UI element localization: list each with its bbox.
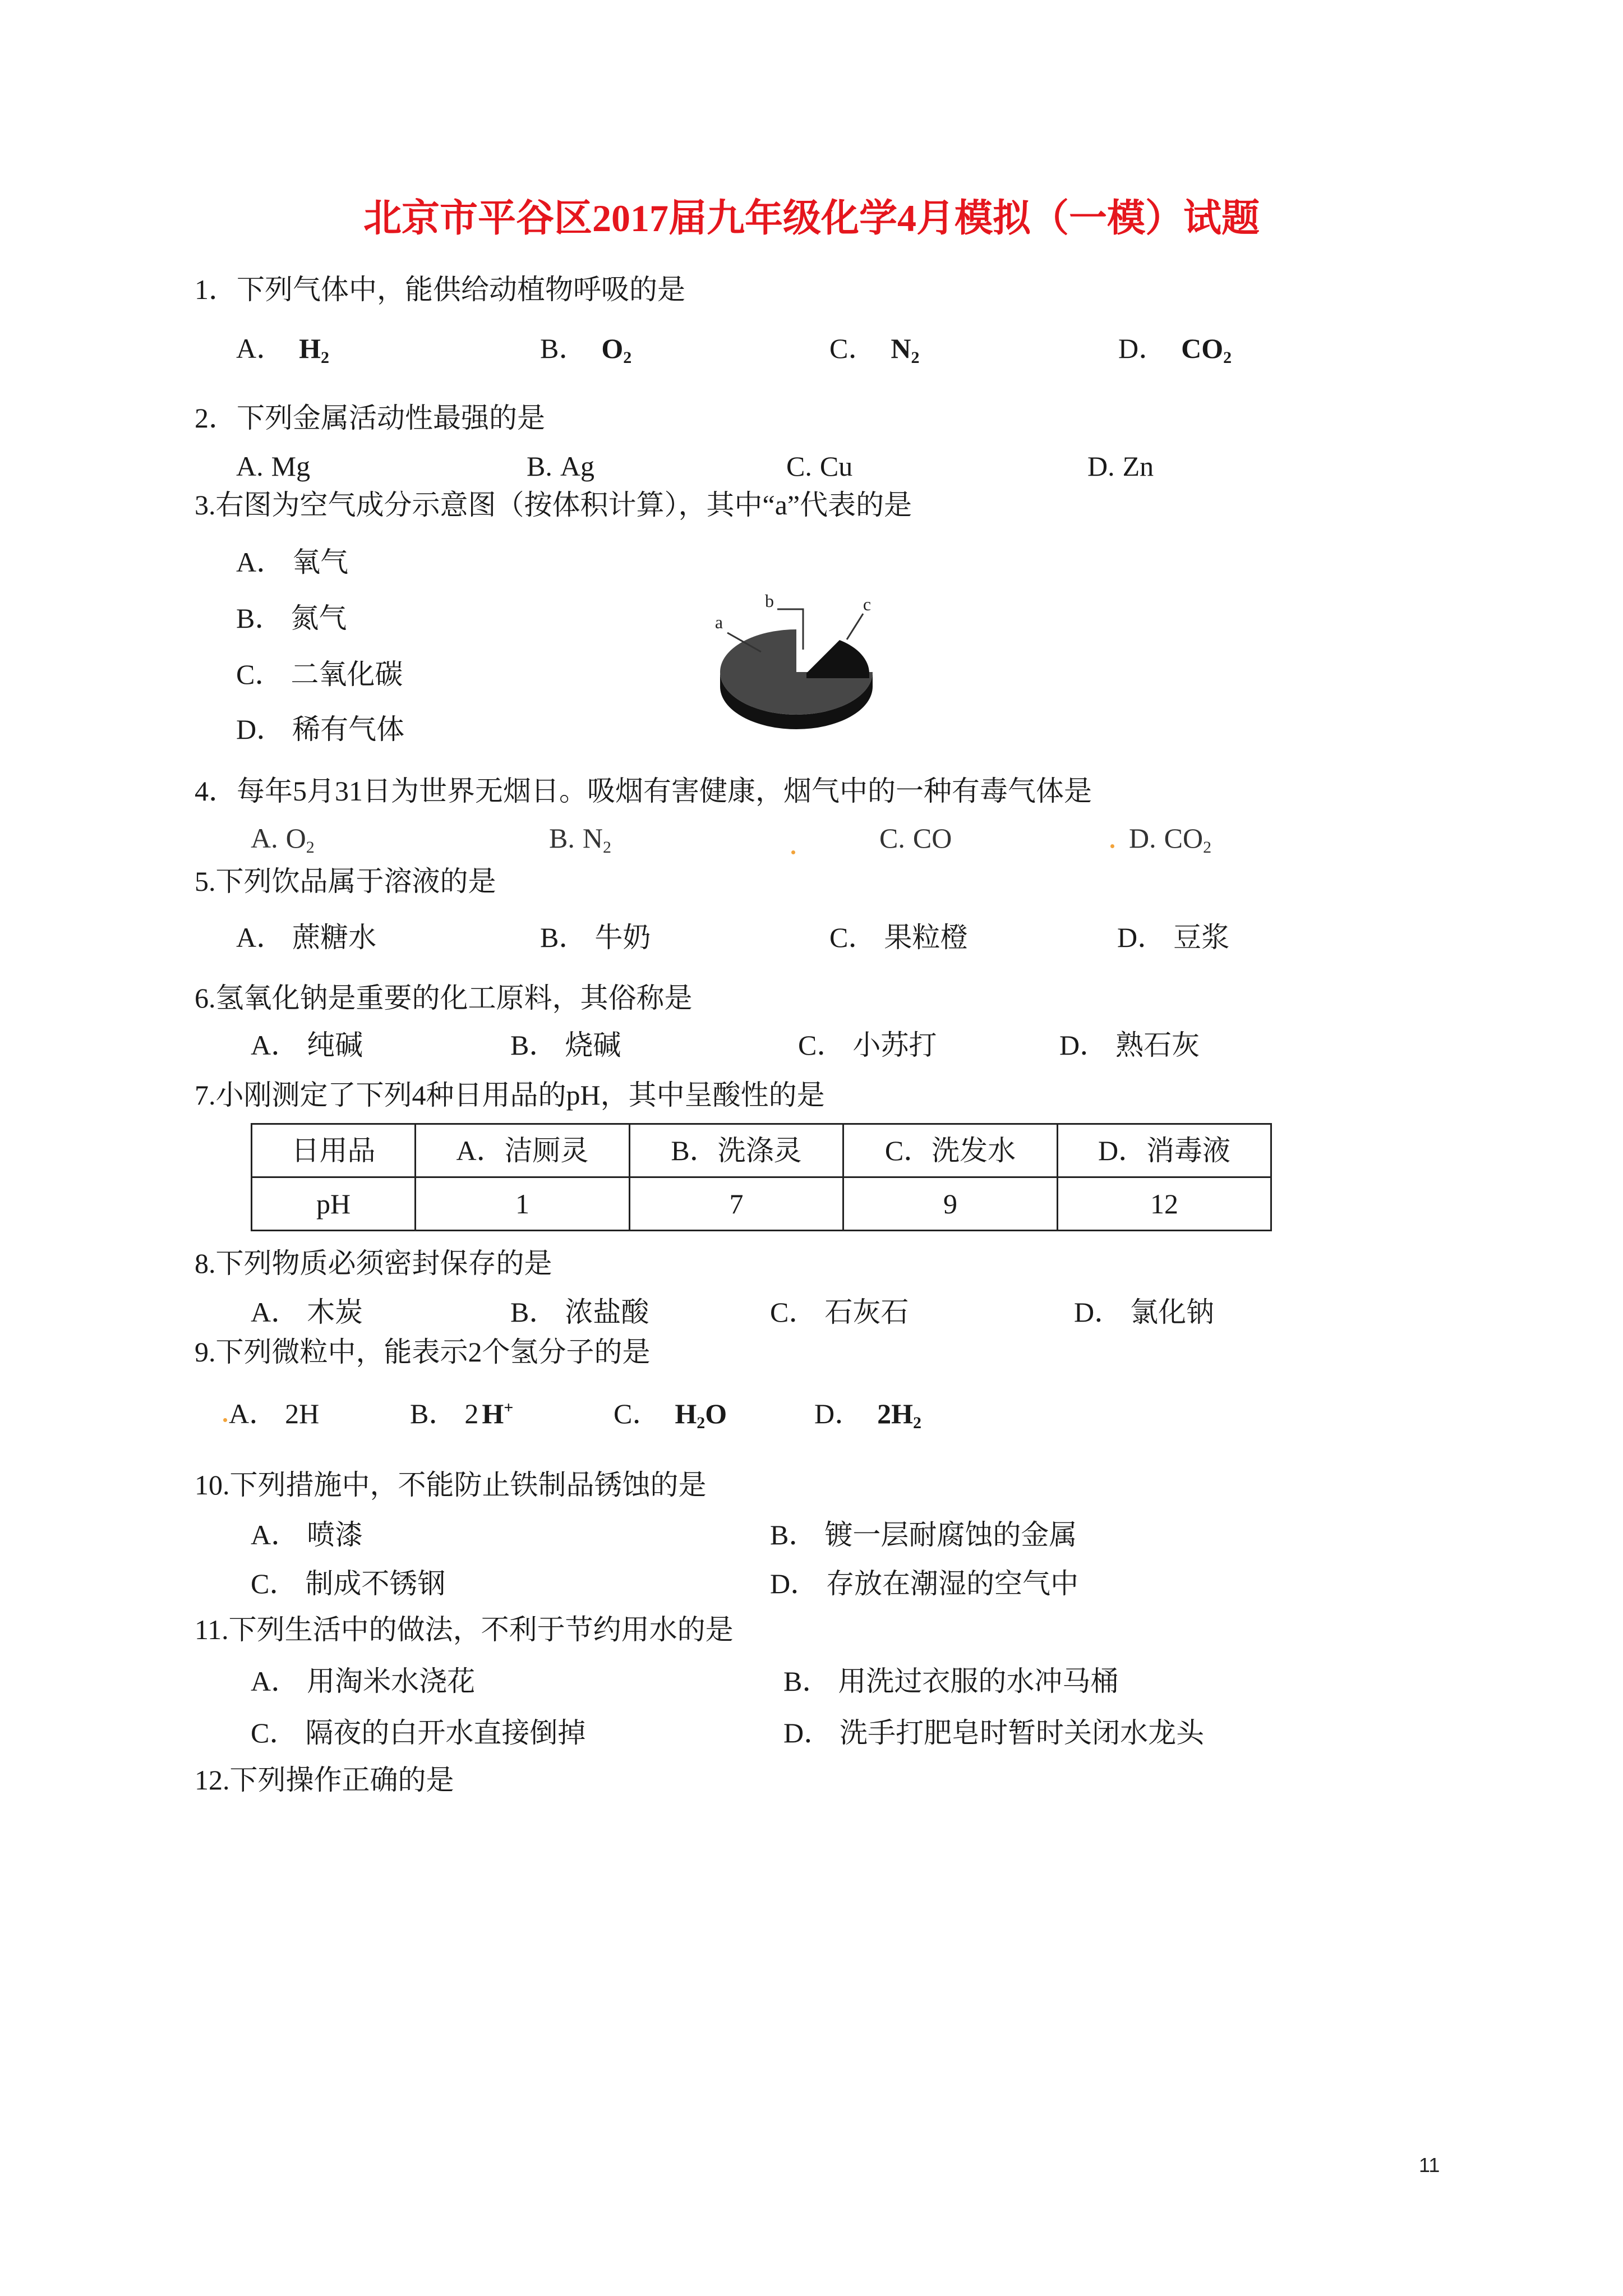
ph-table: [251, 1123, 1272, 1231]
q4-option-a: [251, 822, 315, 857]
option-text: 烧碱: [565, 1029, 621, 1061]
formula-base: O: [285, 822, 306, 854]
table-cell: D．消毒液: [1058, 1124, 1271, 1177]
option-letter: C．: [770, 1296, 817, 1328]
option-text: 木炭: [307, 1296, 363, 1328]
pie-slice-c-side: [806, 673, 869, 678]
formula-base: H: [299, 333, 321, 364]
option-letter: A.: [236, 450, 264, 482]
option-text: 2H: [285, 1398, 320, 1429]
question-1-stem: 1．下列气体中，能供给动植物呼吸的是: [195, 274, 685, 305]
option-letter: A．: [251, 1029, 299, 1061]
formula-n2: [582, 822, 611, 857]
q5-option-b: [540, 923, 651, 951]
option-letter: D．: [814, 1398, 863, 1429]
q5-option-d: [1117, 923, 1229, 951]
q2-option-b: [527, 452, 594, 480]
formula-2h2: [877, 1398, 922, 1432]
question-4-stem: 4．每年5月31日为世界无烟日。吸烟有害健康，烟气中的一种有毒气体是: [195, 775, 1092, 807]
option-letter: C.: [786, 450, 812, 482]
option-letter: C．: [798, 1029, 845, 1061]
q8-option-b: [510, 1298, 649, 1326]
option-text: 氯化钠: [1130, 1296, 1215, 1328]
option-text: 喷漆: [307, 1519, 363, 1550]
option-letter: D．: [770, 1568, 819, 1599]
option-letter: D．: [1117, 922, 1166, 953]
scan-speck: [1110, 844, 1114, 848]
q6-option-d: [1059, 1031, 1200, 1059]
option-text: 浓盐酸: [565, 1296, 649, 1328]
q3-option-d: [236, 715, 404, 743]
q9-option-b: [410, 1400, 513, 1428]
q11-option-a: [251, 1667, 475, 1695]
option-letter: B.: [527, 450, 552, 482]
q10-option-b: [770, 1521, 1077, 1549]
q11-option-b: [783, 1667, 1118, 1695]
option-letter: B．: [510, 1296, 557, 1328]
question-10-stem: 10.下列措施中，不能防止铁制品锈蚀的是: [195, 1469, 707, 1501]
option-letter: C.: [879, 822, 905, 854]
table-cell: pH: [252, 1177, 416, 1231]
question-7-stem: 7.小刚测定了下列4种日用品的pH，其中呈酸性的是: [195, 1079, 825, 1111]
option-letter: A．: [251, 1519, 299, 1550]
q3-option-a: [236, 548, 348, 576]
formula-h2: [299, 333, 330, 367]
q8-option-a: [251, 1298, 363, 1326]
pie-label-b: b: [765, 591, 774, 611]
option-letter: D.: [1087, 450, 1115, 482]
table-cell: 7: [630, 1177, 843, 1231]
table-cell: 12: [1058, 1177, 1271, 1231]
pie-label-c: c: [863, 594, 872, 614]
q1-option-d: [1118, 333, 1232, 367]
option-text: 氮气: [291, 602, 347, 634]
option-text: 制成不锈钢: [305, 1568, 446, 1599]
option-text: 牛奶: [594, 922, 651, 953]
formula-h2o: [675, 1398, 727, 1432]
option-letter: D．: [1059, 1029, 1108, 1061]
formula-base: N: [582, 822, 603, 854]
formula-subscript: 2: [697, 1414, 706, 1432]
option-text: 豆浆: [1173, 922, 1230, 953]
table-cell: 1: [416, 1177, 630, 1231]
option-letter: A．: [251, 1665, 299, 1697]
formula-o2: [285, 822, 315, 857]
option-letter: D．: [236, 714, 285, 745]
option-text: 熟石灰: [1115, 1029, 1200, 1061]
option-text: 镀一层耐腐蚀的金属: [824, 1519, 1077, 1550]
option-letter: C．: [829, 333, 877, 364]
option-text: Cu: [819, 450, 853, 482]
q10-option-d: [770, 1570, 1078, 1598]
q3-option-c: [236, 660, 403, 688]
q9-option-d: [814, 1398, 922, 1432]
page-title: 北京市平谷区2017届九年级化学4月模拟（一模）试题: [363, 197, 1260, 240]
option-letter: C．: [251, 1568, 298, 1599]
option-text: 隔夜的白开水直接倒掉: [305, 1717, 586, 1749]
formula-co2: [1181, 333, 1232, 367]
option-text: 果粒橙: [884, 922, 969, 953]
option-text: 氧气: [292, 546, 349, 578]
option-letter: B．: [783, 1665, 831, 1697]
option-letter: B．: [236, 602, 283, 634]
formula-h-ion: [482, 1398, 513, 1429]
formula-base: CO: [1181, 333, 1224, 364]
option-letter: B.: [549, 822, 575, 854]
option-letter: A．: [229, 1398, 278, 1429]
option-text: 存放在潮湿的空气中: [826, 1568, 1079, 1599]
formula-base: O: [601, 333, 624, 364]
option-text: 小苏打: [852, 1029, 937, 1061]
q11-option-d: [783, 1719, 1204, 1747]
option-letter: C．: [236, 659, 283, 690]
option-text: Ag: [560, 450, 594, 482]
q4-option-c: [879, 824, 952, 852]
q9-option-c: [614, 1398, 727, 1432]
q9-option-a: [229, 1400, 319, 1428]
q6-option-b: [510, 1031, 621, 1059]
option-letter: A.: [251, 822, 278, 854]
formula-n2: [891, 333, 920, 367]
q4-option-b: [549, 822, 611, 857]
formula-subscript: 2: [913, 1414, 922, 1432]
question-6-stem: 6.氢氧化钠是重要的化工原料，其俗称是: [195, 982, 693, 1014]
q2-option-c: [786, 452, 852, 480]
formula-superscript: +: [504, 1398, 514, 1417]
option-letter: B．: [410, 1398, 457, 1429]
page-number: 11: [1419, 2154, 1440, 2177]
question-2-stem: 2．下列金属活动性最强的是: [195, 402, 545, 434]
table-cell: A．洁厕灵: [416, 1124, 630, 1177]
option-letter: B．: [540, 333, 587, 364]
q1-option-c: [829, 333, 920, 367]
option-letter: D．: [783, 1717, 832, 1749]
q2-option-d: [1087, 452, 1154, 480]
q2-option-a: [236, 452, 310, 480]
table-cell: 9: [843, 1177, 1058, 1231]
option-letter: B．: [510, 1029, 557, 1061]
q5-option-a: [236, 923, 376, 951]
option-text: 用洗过衣服的水冲马桶: [838, 1665, 1119, 1697]
scan-speck: [791, 850, 795, 854]
formula-subscript: 2: [321, 348, 330, 367]
table-cell: C．洗发水: [843, 1124, 1058, 1177]
formula-subscript: 2: [306, 838, 315, 857]
formula-base: H: [482, 1398, 504, 1429]
option-letter: B．: [540, 922, 587, 953]
option-letter: D．: [1074, 1296, 1123, 1328]
formula-subscript: 2: [602, 838, 611, 857]
pie-label-a: a: [714, 612, 723, 632]
question-9-stem: 9.下列微粒中，能表示2个氢分子的是: [195, 1336, 651, 1368]
formula-base: N: [891, 333, 911, 364]
scan-speck: [223, 1418, 227, 1422]
option-letter: A．: [251, 1296, 299, 1328]
option-letter: C．: [614, 1398, 661, 1429]
formula-coefficient: 2: [464, 1398, 479, 1429]
table-cell: B．洗涤灵: [630, 1124, 843, 1177]
formula-base: CO: [912, 822, 952, 854]
option-letter: C．: [829, 922, 877, 953]
question-5-stem: 5.下列饮品属于溶液的是: [195, 866, 496, 897]
q4-option-d: [1129, 822, 1212, 857]
formula-subscript: 2: [911, 348, 920, 367]
option-text: 纯碱: [307, 1029, 363, 1061]
option-letter: D.: [1129, 822, 1156, 854]
formula-subscript: 2: [1203, 838, 1212, 857]
question-3-stem: 3.右图为空气成分示意图（按体积计算），其中“a”代表的是: [195, 489, 912, 521]
q3-option-b: [236, 604, 347, 632]
formula-co: [913, 822, 952, 854]
option-text: 洗手打肥皂时暂时关闭水龙头: [840, 1717, 1205, 1749]
formula-tail: O: [705, 1398, 727, 1429]
option-text: 稀有气体: [292, 714, 405, 745]
q6-option-a: [251, 1031, 363, 1059]
formula-o2: [601, 333, 632, 367]
air-composition-pie-diagram: [707, 583, 880, 740]
option-letter: A．: [236, 546, 285, 578]
q6-option-c: [798, 1031, 937, 1059]
option-letter: D．: [1118, 333, 1167, 364]
option-letter: A．: [236, 333, 285, 364]
option-letter: A．: [236, 922, 285, 953]
table-row: [252, 1177, 1271, 1231]
table-header-row: [252, 1124, 1271, 1177]
table-cell: 日用品: [252, 1124, 416, 1177]
option-text: 二氧化碳: [291, 659, 403, 690]
q10-option-a: [251, 1521, 363, 1549]
q11-option-c: [251, 1719, 585, 1747]
formula-co2: [1164, 822, 1212, 857]
option-text: Zn: [1122, 450, 1154, 482]
formula-base: CO: [1164, 822, 1204, 854]
formula-subscript: 2: [623, 348, 632, 367]
question-11-stem: 11.下列生活中的做法，不利于节约用水的是: [195, 1614, 734, 1645]
option-text: Mg: [271, 450, 311, 482]
option-text: 蔗糖水: [292, 922, 377, 953]
q8-option-d: [1074, 1298, 1214, 1326]
option-letter: C．: [251, 1717, 298, 1749]
q10-option-c: [251, 1570, 445, 1598]
pie-slice-c: [806, 640, 869, 673]
option-text: 用淘米水浇花: [307, 1665, 476, 1697]
option-letter: B．: [770, 1519, 817, 1550]
formula-base: H: [675, 1398, 697, 1429]
q8-option-c: [770, 1298, 909, 1326]
formula-subscript: 2: [1223, 348, 1232, 367]
option-text: 石灰石: [824, 1296, 909, 1328]
leader-line-c: [847, 614, 863, 639]
formula-base: 2H: [877, 1398, 914, 1429]
q1-option-b: [540, 333, 632, 367]
q1-option-a: [236, 333, 330, 367]
question-8-stem: 8.下列物质必须密封保存的是: [195, 1248, 552, 1279]
question-12-stem: 12.下列操作正确的是: [195, 1764, 454, 1796]
q5-option-c: [829, 923, 968, 951]
